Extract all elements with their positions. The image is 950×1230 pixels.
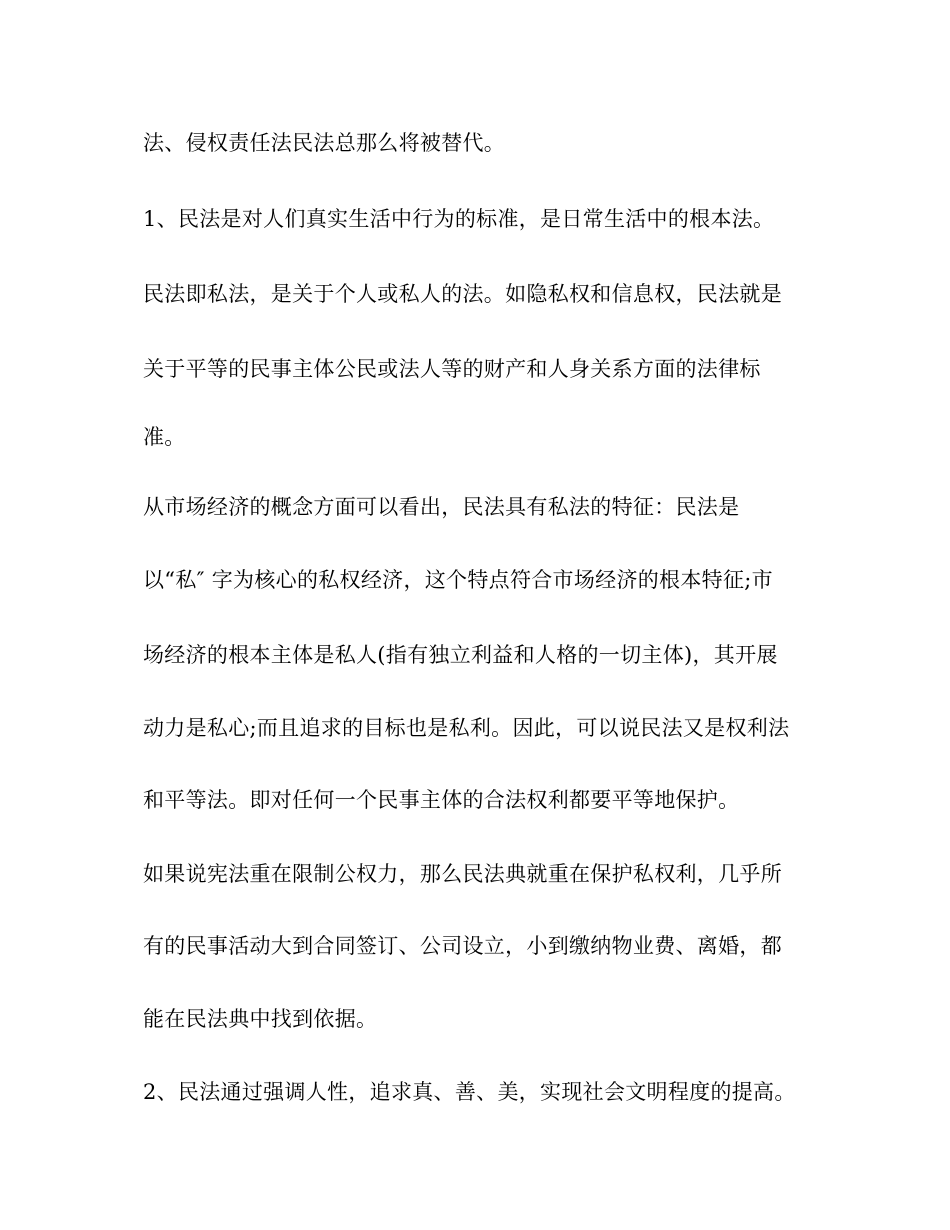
paragraph-line-4: 关于平等的民事主体公民或法人等的财产和人身关系方面的法律标 bbox=[143, 357, 761, 381]
paragraph-line-8: 场经济的根本主体是私人(指有独立利益和人格的一切主体)，其开展 bbox=[143, 643, 778, 667]
paragraph-line-11: 如果说宪法重在限制公权力，那么民法典就重在保护私权利，几乎所 bbox=[143, 862, 782, 886]
paragraph-line-9: 动力是私心;而且追求的目标也是私利。因此，可以说民法又是权利法 bbox=[143, 716, 790, 740]
paragraph-line-14: 2、民法通过强调人性，追求真、善、美，实现社会文明程度的提高。 bbox=[143, 1080, 796, 1104]
paragraph-line-7: 以“私″ 字为核心的私权经济，这个特点符合市场经济的根本特征;市 bbox=[143, 568, 773, 592]
paragraph-line-1: 法、侵权责任法民法总那么将被替代。 bbox=[143, 131, 506, 155]
paragraph-line-2: 1、民法是对人们真实生活中行为的标准，是日常生活中的根本法。 bbox=[143, 207, 775, 231]
paragraph-line-6: 从市场经济的概念方面可以看出，民法具有私法的特征：民法是 bbox=[143, 495, 740, 519]
paragraph-line-12: 有的民事活动大到合同签订、公司设立，小到缴纳物业费、离婚，都 bbox=[143, 934, 782, 958]
paragraph-line-13: 能在民法典中找到依据。 bbox=[143, 1007, 378, 1031]
paragraph-line-10: 和平等法。即对任何一个民事主体的合法权利都要平等地保护。 bbox=[143, 788, 740, 812]
paragraph-line-3: 民法即私法，是关于个人或私人的法。如隐私权和信息权，民法就是 bbox=[143, 282, 782, 306]
paragraph-line-5: 准。 bbox=[143, 425, 186, 449]
